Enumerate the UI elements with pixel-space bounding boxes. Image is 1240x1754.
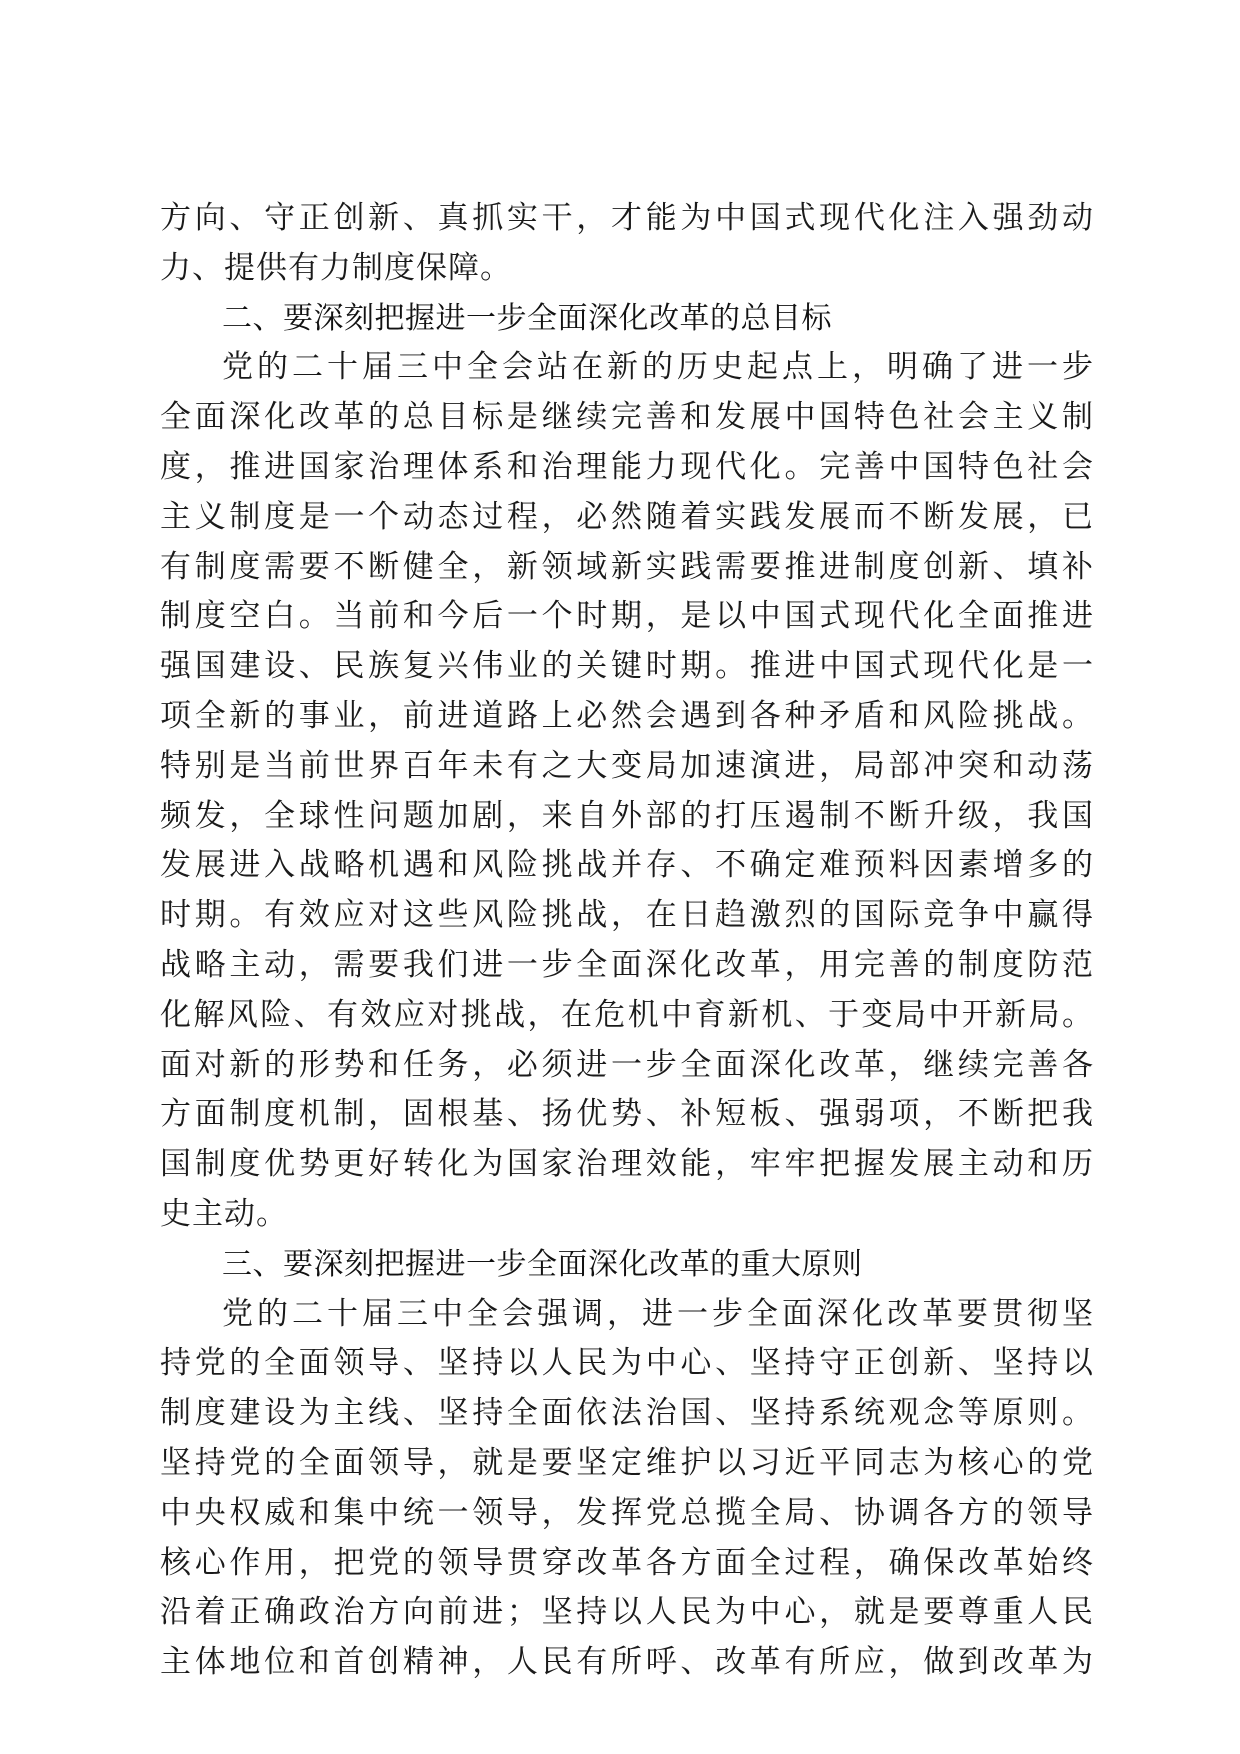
document-page — [160, 194, 1094, 1688]
paragraph-line: 制度建设为主线、坚持全面依法治国、坚持系统观念等原则。 — [160, 1395, 1094, 1432]
paragraph-line: 力、提供有力制度保障。 — [160, 249, 512, 286]
paragraph-line: 坚持党的全面领导，就是要坚定维护以习近平同志为核心的党 — [160, 1444, 1094, 1481]
document-body — [160, 194, 1094, 1688]
paragraph-line: 时期。有效应对这些风险挑战，在日趋激烈的国际竞争中赢得 — [160, 897, 1094, 934]
paragraph-line: 度，推进国家治理体系和治理能力现代化。完善中国特色社会 — [160, 448, 1094, 485]
paragraph-line: 全面深化改革的总目标是继续完善和发展中国特色社会主义制 — [160, 399, 1094, 436]
paragraph-line: 化解风险、有效应对挑战，在危机中育新机、于变局中开新局。 — [160, 996, 1094, 1033]
paragraph-line: 战略主动，需要我们进一步全面深化改革，用完善的制度防范 — [160, 946, 1094, 983]
paragraph-line: 面对新的形势和任务，必须进一步全面深化改革，继续完善各 — [160, 1046, 1094, 1083]
paragraph-line: 中央权威和集中统一领导，发挥党总揽全局、协调各方的领导 — [160, 1494, 1094, 1531]
paragraph-line: 核心作用，把党的领导贯穿改革各方面全过程，确保改革始终 — [160, 1544, 1094, 1581]
paragraph-line: 沿着正确政治方向前进；坚持以人民为中心，就是要尊重人民 — [160, 1594, 1094, 1631]
paragraph-line: 强国建设、民族复兴伟业的关键时期。推进中国式现代化是一 — [160, 648, 1094, 685]
paragraph-line: 主义制度是一个动态过程，必然随着实践发展而不断发展，已 — [160, 498, 1094, 535]
paragraph-first-line: 党的二十届三中全会站在新的历史起点上，明确了进一步 — [222, 349, 1094, 386]
paragraph-line: 主体地位和首创精神，人民有所呼、改革有所应，做到改革为 — [160, 1644, 1094, 1681]
paragraph-line: 方面制度机制，固根基、扬优势、补短板、强弱项，不断把我 — [160, 1096, 1094, 1133]
paragraph-line: 国制度优势更好转化为国家治理效能，牢牢把握发展主动和历 — [160, 1146, 1094, 1183]
paragraph-line: 发展进入战略机遇和风险挑战并存、不确定难预料因素增多的 — [160, 847, 1094, 884]
paragraph-line: 方向、守正创新、真抓实干，才能为中国式现代化注入强劲动 — [160, 200, 1094, 236]
paragraph-line: 项全新的事业，前进道路上必然会遇到各种矛盾和风险挑战。 — [160, 697, 1094, 734]
section-heading: 二、要深刻把握进一步全面深化改革的总目标 — [222, 300, 832, 336]
paragraph-line: 制度空白。当前和今后一个时期，是以中国式现代化全面推进 — [160, 598, 1094, 635]
paragraph-line: 史主动。 — [160, 1195, 288, 1232]
section-heading: 三、要深刻把握进一步全面深化改革的重大原则 — [222, 1246, 863, 1282]
paragraph-line: 频发，全球性问题加剧，来自外部的打压遏制不断升级，我国 — [160, 797, 1094, 834]
paragraph-line: 特别是当前世界百年未有之大变局加速演进，局部冲突和动荡 — [160, 747, 1094, 784]
paragraph-line: 持党的全面领导、坚持以人民为中心、坚持守正创新、坚持以 — [160, 1345, 1094, 1382]
paragraph-first-line: 党的二十届三中全会强调，进一步全面深化改革要贯彻坚 — [222, 1295, 1094, 1332]
paragraph-line: 有制度需要不断健全，新领域新实践需要推进制度创新、填补 — [160, 548, 1094, 585]
